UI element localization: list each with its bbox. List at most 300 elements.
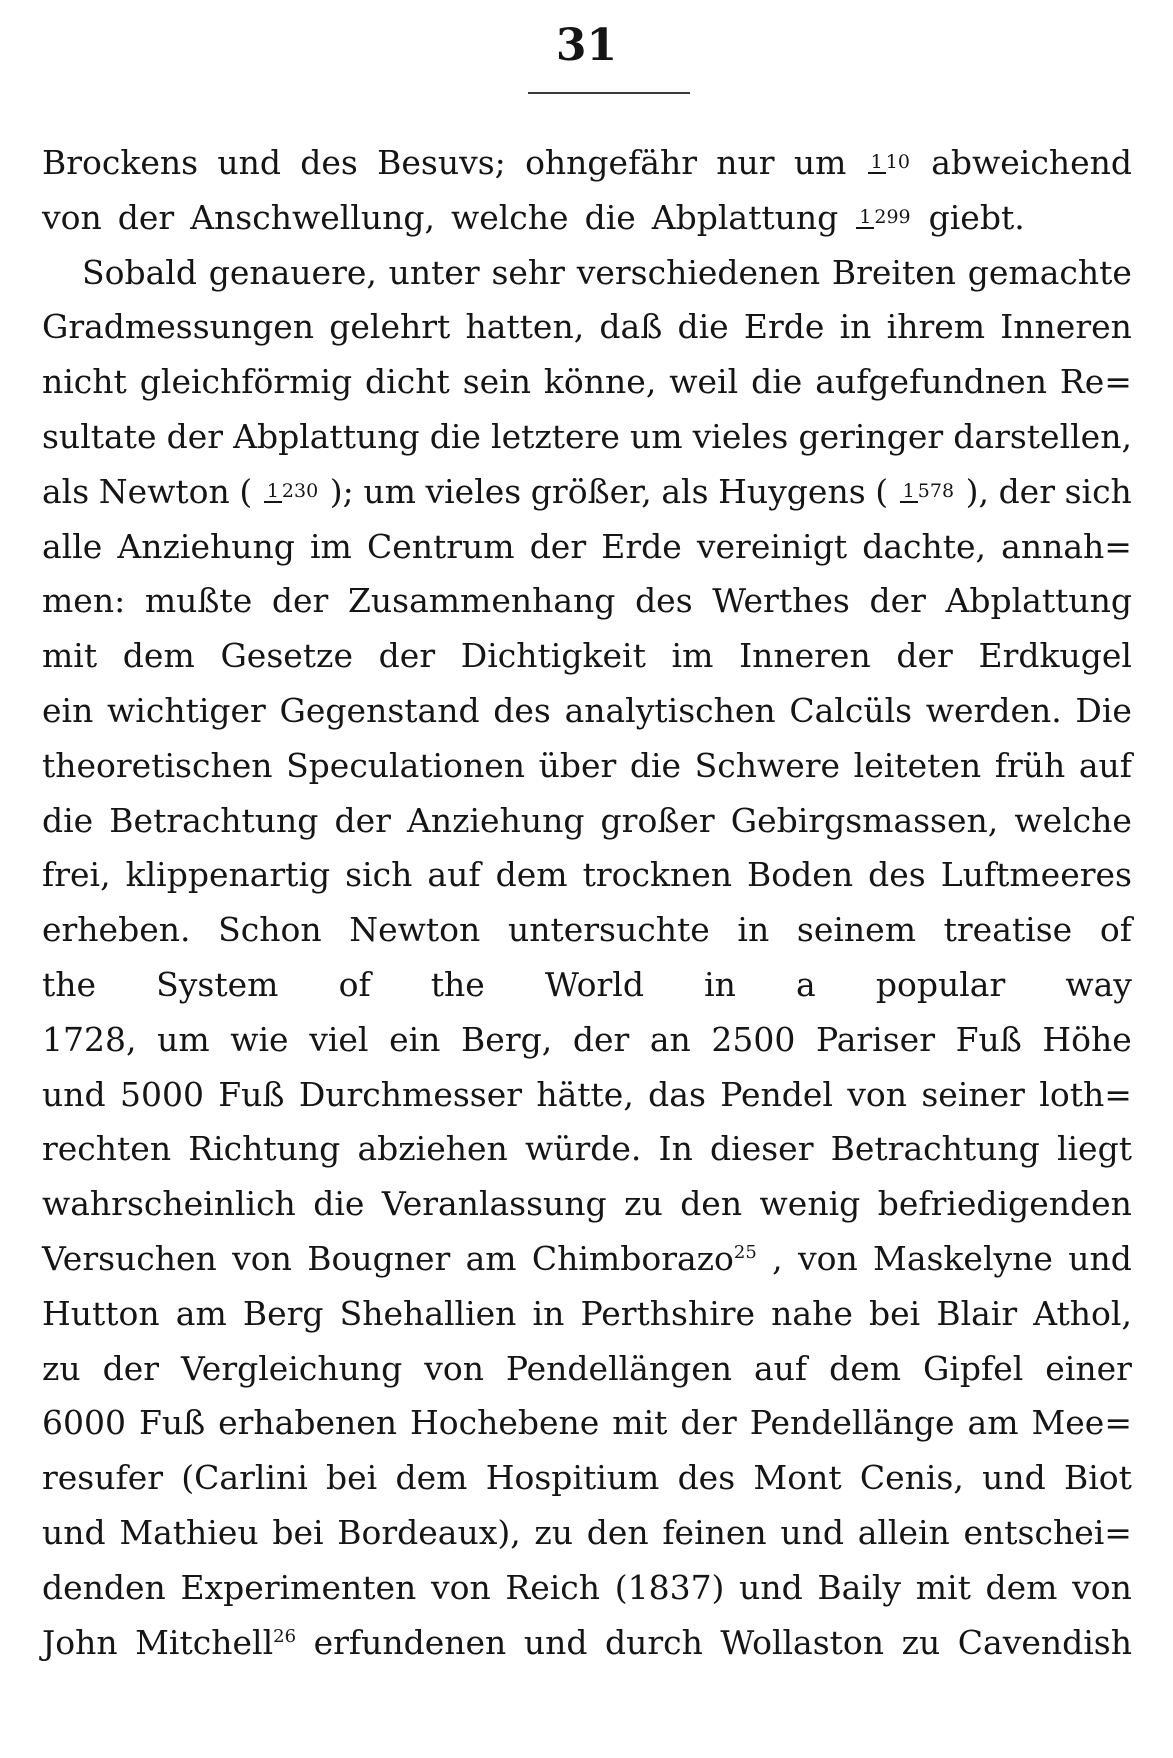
word [42,1342,81,1397]
word [42,739,272,794]
word [1000,300,1132,355]
word-text: um [363,471,416,511]
word [180,1561,416,1616]
word-text: dieser [710,1129,814,1169]
text-line [42,410,1132,465]
word [496,848,568,903]
text-line [42,1451,1132,1506]
word-text: Betrachtung [109,800,319,840]
word-text: analytischen [564,690,776,730]
word [771,1287,853,1342]
word [530,520,586,575]
word [958,1616,1132,1671]
word-text: nicht [42,362,127,402]
word [233,410,419,465]
text-line [42,136,1132,191]
word [789,684,912,739]
word [921,1068,1025,1123]
word [862,520,986,575]
word [816,1013,935,1068]
text-line [42,355,1132,410]
word-text: Chimborazo [531,1238,734,1278]
word-text: aufgefundnen [815,362,1047,402]
word [491,246,565,301]
word-text: daß [599,307,663,347]
word [42,794,93,849]
word-text: als [661,471,709,511]
word [831,1122,1040,1177]
word [887,300,985,355]
word-text: vieles [692,416,789,456]
word [797,903,916,958]
word-text: Baily [817,1567,902,1607]
word-text: der [998,471,1055,511]
word [42,1451,163,1506]
word [407,794,584,849]
word [357,1122,507,1177]
word-text: bei [326,1458,378,1498]
word-text: nahe [771,1293,853,1333]
word [577,246,820,301]
word-text: des [635,581,693,621]
word-text: a [796,964,816,1004]
word-text: In [658,1129,693,1169]
word [585,191,636,246]
text-line [42,191,1132,246]
text-line [42,1232,1132,1287]
word [181,1342,402,1397]
word-text: darstellen, [953,416,1132,456]
word-text: denden [42,1567,166,1607]
word [798,410,943,465]
word [1031,1396,1132,1451]
text-line [42,1342,1132,1397]
word-text: World [544,964,644,1004]
word [313,1177,364,1232]
word [923,1342,1023,1397]
fraction-numerator: 1 [868,152,886,174]
page-number: 31 [555,20,618,71]
word [650,1013,691,1068]
word-text: giebt. [928,197,1025,237]
text-line [42,300,1132,355]
word-text: ein [42,690,94,730]
word [424,1342,484,1397]
word [601,794,715,849]
word-text: Durchmesser [298,1074,523,1114]
word-text: Gebirgsmassen, [730,800,999,840]
word-text: der [529,526,587,566]
word-text: Erdkugel [978,636,1132,676]
fraction-denominator: 299 [874,206,911,229]
word [340,1287,517,1342]
word [847,1068,907,1123]
word-text: Fuß [955,1019,1022,1059]
word-text: ein [389,1019,441,1059]
fraction [264,481,318,503]
word-text: um [629,416,683,456]
word [123,629,195,684]
word-text: und [523,1622,588,1662]
fraction-numerator: 1 [900,481,918,503]
word-text: theoretischen [42,745,273,785]
word [42,629,97,684]
word [931,136,1132,191]
word [181,1451,308,1506]
word-text: Sobald [82,252,197,292]
word [693,410,789,465]
word [335,794,391,849]
word [42,1232,217,1287]
word [539,739,617,794]
word [307,1232,450,1287]
word-text: 6000 [42,1403,126,1443]
word-text: des [300,143,358,182]
word [858,1506,950,1561]
word-text: Abplattung [651,197,839,237]
word-text: des [868,855,926,895]
word-text: der [680,1403,737,1443]
word-text: und [217,143,281,182]
word-text: nur [716,143,775,182]
word-text: , [772,1238,783,1278]
word-text: dem [122,636,195,676]
word [680,1177,742,1232]
word [367,520,515,575]
word [431,958,485,1013]
word [798,1232,858,1287]
word-text: die [677,307,729,347]
word [544,355,656,410]
word [42,1287,160,1342]
word [1042,1013,1131,1068]
word-text: gelehrt [329,307,451,347]
word [944,903,1073,958]
word-text: großer [600,800,715,840]
word [118,191,174,246]
word [605,1616,703,1671]
word [672,629,714,684]
word [109,794,318,849]
word-text: der [572,1019,630,1059]
word-text: die [584,197,636,237]
word [430,410,481,465]
word [286,739,525,794]
word-text: Boden [747,855,854,895]
word-text: Veranlassung [381,1184,607,1224]
word [630,410,683,465]
word-text: ), [965,471,989,511]
word-text: und [780,1512,844,1552]
word [486,1451,660,1506]
word [796,958,816,1013]
word-text: Gesetze [220,636,353,676]
text-line [42,520,1132,575]
word-text: Cavendish [957,1622,1132,1662]
word [1045,1342,1132,1397]
word [531,465,652,520]
word-text: Richtung [188,1129,341,1169]
text-line [42,903,1132,958]
word-text: Mont [753,1458,842,1498]
word-text: popular [875,964,1006,1004]
word [737,903,769,958]
word [751,355,802,410]
fraction-numerator: 1 [264,481,282,503]
word [902,1616,941,1671]
word-text: dachte, [862,526,987,566]
word-text: der [378,636,436,676]
fraction-denominator: 578 [917,480,955,503]
word-text: John [42,1622,118,1662]
word-text: die [42,800,94,840]
word [410,1396,599,1451]
word-text: verschiedenen [576,252,821,292]
word [815,355,1047,410]
word-text: sehr [491,252,565,292]
word [232,1232,292,1287]
word [309,1013,368,1068]
word [869,1287,920,1342]
word [1064,1451,1132,1506]
text-line [42,465,1132,520]
word [272,574,328,629]
word-text: der [896,636,953,676]
word [42,684,93,739]
text-line [42,848,1132,903]
word-text: Werthes [712,581,850,621]
word-text: durch [604,1622,703,1662]
word-text: (1837) [614,1567,725,1607]
word-text: Maskelyne [873,1238,1053,1278]
word-text: wichtiger [107,690,266,730]
word-text: Breiten [831,252,957,292]
word [1072,1561,1132,1616]
word-text: erfundenen [313,1622,507,1662]
word [854,739,981,794]
word [731,794,999,849]
word [1075,684,1132,739]
word [704,958,736,1013]
text-line [42,1616,1132,1671]
word [120,1068,204,1123]
word-text: Hospitium [485,1458,660,1498]
word-text: ihrem [886,307,986,347]
word [875,465,888,520]
word [964,1506,1132,1561]
word-text: und [42,1512,106,1552]
word-text: im [671,636,714,676]
word-text: viel [309,1019,369,1059]
fraction-numerator: 1 [856,207,874,229]
word-text: Brockens [42,143,199,182]
word-text: auf [753,1348,808,1388]
word [661,465,708,520]
word-text: würde. [524,1129,642,1169]
word-text: der [166,416,224,456]
word [979,629,1132,684]
word-text: leiteten [853,745,982,785]
word [982,1451,1046,1506]
word [1079,739,1132,794]
word-text: auf [1078,745,1132,785]
word-text: Blair [936,1293,1018,1333]
word-text: das [648,1074,706,1114]
word [42,848,111,903]
word [1033,1287,1132,1342]
word-text: Biot [1063,1458,1132,1498]
text-line [42,684,1132,739]
word [425,465,521,520]
word [869,574,925,629]
text-line [42,246,1132,301]
word-text: wahrscheinlich [42,1184,296,1224]
word-text: rechten [42,1129,172,1169]
word [140,355,352,410]
word [525,1122,641,1177]
word [716,136,774,191]
word-text: Schon [218,910,322,950]
word [119,1506,258,1561]
word [624,1177,663,1232]
word-text: am [967,1403,1019,1443]
word-text: hatten, [465,307,585,347]
word-text: Erde [601,526,682,566]
word [744,300,825,355]
word [329,300,450,355]
word-text: liegt [1056,1129,1132,1169]
word [878,1177,1132,1232]
word-text: die [629,745,682,785]
word-text: wie [230,1019,289,1059]
word [1001,520,1132,575]
word-text: erheben. [42,910,191,950]
header-rule [528,92,690,94]
word-text: Experimenten [180,1567,417,1607]
word-text: klippenartig [125,855,331,895]
word-text: mit [612,1403,668,1443]
word [451,191,569,246]
word [718,465,866,520]
word-text: Die [1075,690,1132,730]
word [659,1122,693,1177]
word [243,1287,324,1342]
word [720,1068,833,1123]
word-text: Newton [98,471,230,511]
word [573,1013,629,1068]
word-text: von [232,1238,292,1278]
word-text: Shehallien [339,1293,517,1333]
text-line [42,1561,1132,1616]
word [103,1342,159,1397]
word-text: des [677,1458,736,1498]
word-text: und [739,1567,803,1607]
word [42,1396,126,1451]
word [42,191,102,246]
word [217,136,281,191]
word [209,246,377,301]
word-text: als [42,471,90,511]
word [995,739,1066,794]
word [750,1396,955,1451]
text-line [42,1506,1132,1561]
word [695,739,840,794]
word [533,1287,565,1342]
word-text: dem [829,1348,902,1388]
word [630,739,681,794]
text-line [42,794,1132,849]
word-text: mit [915,1567,971,1607]
word-text: geringer [798,416,944,456]
word-text: in [532,1293,565,1333]
word-text: alle [42,526,103,566]
word-text: sich [1064,471,1132,511]
word [583,848,732,903]
word-text: auf [427,855,481,895]
word-text: am [175,1293,227,1333]
word [466,1232,517,1287]
word-text: ohngefähr [525,143,698,182]
word [167,410,223,465]
word-text: annah= [1001,526,1132,566]
word [941,848,1132,903]
word-text: Anschwellung, [190,197,435,237]
word-text: um [157,1019,210,1059]
word [720,1616,884,1671]
fraction [900,481,954,503]
word-text: im [309,526,352,566]
word-text: abweichend [931,143,1132,182]
word-text: gemachte [967,252,1132,292]
text-line [42,1013,1132,1068]
word [395,1451,467,1506]
word [794,136,847,191]
word [601,520,682,575]
word-text: feinen [662,1512,767,1552]
word-text: Fuß [218,1074,285,1114]
word-text: Hutton [42,1293,160,1333]
word-text: Bougner [307,1238,451,1278]
word [42,300,314,355]
word [896,629,952,684]
word-text: treatise [943,910,1073,950]
word [42,355,127,410]
word-text: 5000 [119,1074,204,1114]
word-text: des [493,690,551,730]
word-text: den [586,1512,649,1552]
word-text: von [430,1567,491,1607]
word [272,1506,323,1561]
word [42,958,96,1013]
word-text: entschei= [963,1512,1132,1552]
word-text: way [1065,964,1132,1004]
word-text: dem [395,1458,468,1498]
word [868,848,926,903]
word: Mitchell26 [135,1616,296,1671]
word-text: Gradmessungen [42,307,315,347]
word-text: der [117,197,175,237]
word [612,1396,667,1451]
word-text: einer [1045,1348,1132,1388]
word-text: Luftmeeres [940,855,1132,895]
word [218,903,321,958]
word [999,465,1055,520]
word-text: Vergleichung [180,1348,403,1388]
word [280,684,480,739]
word-text: Mitchell [135,1622,274,1662]
word [697,520,847,575]
word [508,903,710,958]
